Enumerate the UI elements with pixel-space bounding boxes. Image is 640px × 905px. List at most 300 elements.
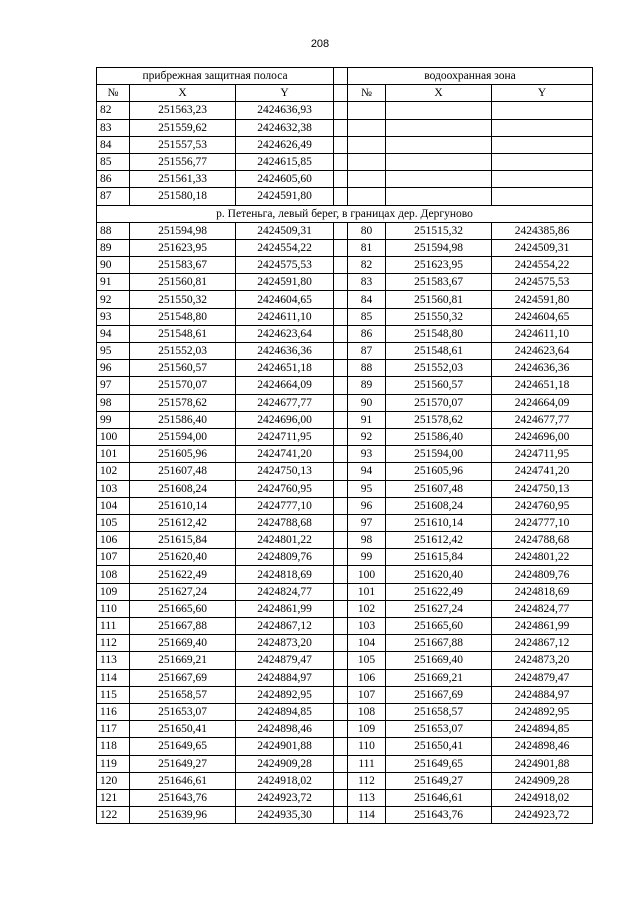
column-gap [334,789,348,806]
x-coordinate-wpz: 251622,49 [386,583,492,600]
table-row [97,652,593,669]
x-coordinate: 251612,42 [130,514,236,531]
point-number-wpz: 105 [348,652,386,669]
y-coordinate-wpz: 2424898,46 [492,738,593,755]
point-number: 85 [97,153,130,170]
y-coordinate: 2424909,28 [236,755,334,772]
x-coordinate: 251658,57 [130,686,236,703]
empty-cell [492,119,593,136]
table-row [97,360,593,377]
point-number: 121 [97,789,130,806]
point-number-wpz: 101 [348,583,386,600]
y-coordinate-wpz: 2424867,12 [492,635,593,652]
y-coordinate: 2424760,95 [236,480,334,497]
point-number-wpz: 106 [348,669,386,686]
point-number-wpz: 107 [348,686,386,703]
table-row [97,239,593,256]
y-coordinate: 2424651,18 [236,360,334,377]
table-row [97,738,593,755]
table-row [97,343,593,360]
point-number: 88 [97,222,130,239]
point-number-wpz: 112 [348,772,386,789]
header-x-left: X [130,85,236,102]
point-number: 104 [97,497,130,514]
column-gap [334,514,348,531]
x-coordinate: 251605,96 [130,446,236,463]
x-coordinate: 251594,98 [130,222,236,239]
y-coordinate: 2424892,95 [236,686,334,703]
y-coordinate-wpz: 2424777,10 [492,514,593,531]
x-coordinate: 251610,14 [130,497,236,514]
point-number: 90 [97,257,130,274]
column-gap [334,274,348,291]
x-coordinate: 251607,48 [130,463,236,480]
y-coordinate: 2424824,77 [236,583,334,600]
column-gap [334,102,348,119]
x-coordinate-wpz: 251615,84 [386,549,492,566]
y-coordinate-wpz: 2424611,10 [492,325,593,342]
point-number-wpz: 96 [348,497,386,514]
x-coordinate-wpz: 251586,40 [386,428,492,445]
point-number-wpz: 85 [348,308,386,325]
x-coordinate-wpz: 251594,98 [386,239,492,256]
y-coordinate: 2424664,09 [236,377,334,394]
table-row [97,119,593,136]
column-gap [334,772,348,789]
y-coordinate: 2424632,38 [236,119,334,136]
y-coordinate: 2424626,49 [236,136,334,153]
point-number-wpz: 113 [348,789,386,806]
point-number: 91 [97,274,130,291]
y-coordinate: 2424615,85 [236,153,334,170]
x-coordinate-wpz: 251605,96 [386,463,492,480]
x-coordinate: 251586,40 [130,411,236,428]
x-coordinate: 251560,81 [130,274,236,291]
column-gap [334,618,348,635]
y-coordinate: 2424711,95 [236,428,334,445]
point-number-wpz: 97 [348,514,386,531]
y-coordinate: 2424509,31 [236,222,334,239]
x-coordinate-wpz: 251578,62 [386,411,492,428]
x-coordinate: 251653,07 [130,703,236,720]
empty-cell [492,102,593,119]
point-number-wpz: 100 [348,566,386,583]
table-row [97,583,593,600]
point-number-wpz: 81 [348,239,386,256]
table-row [97,772,593,789]
y-coordinate-wpz: 2424604,65 [492,308,593,325]
y-coordinate-wpz: 2424591,80 [492,291,593,308]
point-number-wpz: 80 [348,222,386,239]
y-coordinate-wpz: 2424809,76 [492,566,593,583]
y-coordinate: 2424604,65 [236,291,334,308]
point-number-wpz: 82 [348,257,386,274]
y-coordinate-wpz: 2424623,64 [492,343,593,360]
x-coordinate-wpz: 251548,80 [386,325,492,342]
x-coordinate: 251669,40 [130,635,236,652]
y-coordinate: 2424741,20 [236,446,334,463]
x-coordinate: 251578,62 [130,394,236,411]
point-number: 86 [97,171,130,188]
column-gap [334,85,348,102]
y-coordinate: 2424677,77 [236,394,334,411]
x-coordinate-wpz: 251667,88 [386,635,492,652]
x-coordinate: 251650,41 [130,721,236,738]
point-number: 119 [97,755,130,772]
table-row [97,222,593,239]
y-coordinate: 2424801,22 [236,532,334,549]
y-coordinate: 2424636,36 [236,343,334,360]
x-coordinate: 251669,21 [130,652,236,669]
x-coordinate-wpz: 251643,76 [386,807,492,824]
empty-cell [386,171,492,188]
column-gap [334,291,348,308]
point-number: 111 [97,618,130,635]
column-gap [334,222,348,239]
table-row [97,703,593,720]
x-coordinate-wpz: 251548,61 [386,343,492,360]
column-gap [334,532,348,549]
y-coordinate-wpz: 2424801,22 [492,549,593,566]
y-coordinate-wpz: 2424923,72 [492,807,593,824]
y-coordinate-wpz: 2424636,36 [492,360,593,377]
y-coordinate-wpz: 2424901,88 [492,755,593,772]
point-number: 115 [97,686,130,703]
top-rows-body [97,102,593,205]
table-row [97,325,593,342]
x-coordinate: 251548,61 [130,325,236,342]
point-number-wpz: 90 [348,394,386,411]
empty-cell [492,171,593,188]
page-number: 208 [310,38,330,50]
x-coordinate-wpz: 251669,21 [386,669,492,686]
point-number-wpz: 91 [348,411,386,428]
table-row [97,635,593,652]
point-number: 89 [97,239,130,256]
x-coordinate-wpz: 251620,40 [386,566,492,583]
y-coordinate: 2424788,68 [236,514,334,531]
y-coordinate-wpz: 2424509,31 [492,239,593,256]
point-number: 106 [97,532,130,549]
x-coordinate: 251622,49 [130,566,236,583]
y-coordinate-wpz: 2424696,00 [492,428,593,445]
table-row [97,480,593,497]
point-number-wpz: 94 [348,463,386,480]
x-coordinate: 251639,96 [130,807,236,824]
point-number: 95 [97,343,130,360]
column-gap [334,119,348,136]
column-gap [334,583,348,600]
point-number: 112 [97,635,130,652]
column-gap [334,171,348,188]
table-row [97,669,593,686]
empty-cell [348,102,386,119]
point-number: 109 [97,583,130,600]
x-coordinate: 251665,60 [130,600,236,617]
point-number: 87 [97,188,130,205]
y-coordinate: 2424605,60 [236,171,334,188]
table-row [97,807,593,824]
x-coordinate: 251550,32 [130,291,236,308]
table-row [97,274,593,291]
x-coordinate: 251643,76 [130,789,236,806]
table-row [97,618,593,635]
x-coordinate-wpz: 251623,95 [386,257,492,274]
table-row [97,153,593,170]
empty-cell [492,153,593,170]
column-gap [334,446,348,463]
column-gap [334,257,348,274]
table-row [97,428,593,445]
y-coordinate: 2424861,99 [236,600,334,617]
y-coordinate-wpz: 2424741,20 [492,463,593,480]
point-number: 83 [97,119,130,136]
x-coordinate: 251649,65 [130,738,236,755]
empty-cell [348,119,386,136]
point-number-wpz: 114 [348,807,386,824]
point-number-wpz: 108 [348,703,386,720]
y-coordinate: 2424777,10 [236,497,334,514]
column-gap [334,480,348,497]
point-number: 107 [97,549,130,566]
x-coordinate: 251608,24 [130,480,236,497]
y-coordinate: 2424809,76 [236,549,334,566]
x-coordinate-wpz: 251515,32 [386,222,492,239]
x-coordinate-wpz: 251669,40 [386,652,492,669]
y-coordinate: 2424935,30 [236,807,334,824]
table-row [97,308,593,325]
empty-cell [348,188,386,205]
y-coordinate: 2424554,22 [236,239,334,256]
empty-cell [386,102,492,119]
y-coordinate-wpz: 2424884,97 [492,686,593,703]
column-gap [334,377,348,394]
column-gap [334,394,348,411]
column-gap [334,755,348,772]
empty-cell [386,153,492,170]
y-coordinate: 2424918,02 [236,772,334,789]
column-gap [334,343,348,360]
x-coordinate-wpz: 251607,48 [386,480,492,497]
y-coordinate-wpz: 2424651,18 [492,377,593,394]
x-coordinate: 251594,00 [130,428,236,445]
x-coordinate-wpz: 251612,42 [386,532,492,549]
empty-cell [386,136,492,153]
y-coordinate-wpz: 2424575,53 [492,274,593,291]
table-row [97,686,593,703]
x-coordinate-wpz: 251550,32 [386,308,492,325]
x-coordinate: 251649,27 [130,755,236,772]
x-coordinate: 251646,61 [130,772,236,789]
point-number-wpz: 87 [348,343,386,360]
point-number: 84 [97,136,130,153]
x-coordinate-wpz: 251653,07 [386,721,492,738]
y-coordinate: 2424591,80 [236,274,334,291]
x-coordinate: 251583,67 [130,257,236,274]
column-gap [334,325,348,342]
y-coordinate-wpz: 2424861,99 [492,618,593,635]
point-number-wpz: 93 [348,446,386,463]
table-row [97,789,593,806]
point-number: 118 [97,738,130,755]
x-coordinate: 251557,53 [130,136,236,153]
y-coordinate: 2424898,46 [236,721,334,738]
x-coordinate-wpz: 251649,27 [386,772,492,789]
table-row [97,136,593,153]
point-number-wpz: 84 [348,291,386,308]
y-coordinate-wpz: 2424760,95 [492,497,593,514]
point-number-wpz: 103 [348,618,386,635]
point-number: 82 [97,102,130,119]
table-header [97,68,593,102]
point-number: 113 [97,652,130,669]
point-number-wpz: 99 [348,549,386,566]
coordinates-table [96,67,593,824]
x-coordinate: 251570,07 [130,377,236,394]
point-number-wpz: 109 [348,721,386,738]
x-coordinate: 251667,88 [130,618,236,635]
column-gap [334,153,348,170]
point-number: 122 [97,807,130,824]
point-number-wpz: 110 [348,738,386,755]
column-gap [334,600,348,617]
table-row [97,394,593,411]
x-coordinate-wpz: 251610,14 [386,514,492,531]
header-y-right: Y [492,85,593,102]
column-gap [334,411,348,428]
y-coordinate-wpz: 2424824,77 [492,600,593,617]
table-row [97,257,593,274]
y-coordinate-wpz: 2424554,22 [492,257,593,274]
x-coordinate-wpz: 251608,24 [386,497,492,514]
x-coordinate: 251563,23 [130,102,236,119]
y-coordinate-wpz: 2424918,02 [492,789,593,806]
x-coordinate: 251548,80 [130,308,236,325]
y-coordinate: 2424923,72 [236,789,334,806]
point-number-wpz: 83 [348,274,386,291]
y-coordinate-wpz: 2424664,09 [492,394,593,411]
x-coordinate: 251627,24 [130,583,236,600]
table-row [97,514,593,531]
point-number: 103 [97,480,130,497]
y-coordinate-wpz: 2424677,77 [492,411,593,428]
point-number: 94 [97,325,130,342]
y-coordinate-wpz: 2424818,69 [492,583,593,600]
y-coordinate: 2424623,64 [236,325,334,342]
x-coordinate: 251561,33 [130,171,236,188]
point-number-wpz: 88 [348,360,386,377]
column-header-row [97,85,593,102]
column-gap [334,463,348,480]
table-row [97,566,593,583]
y-coordinate: 2424894,85 [236,703,334,720]
point-number-wpz: 104 [348,635,386,652]
point-number: 97 [97,377,130,394]
x-coordinate: 251559,62 [130,119,236,136]
x-coordinate-wpz: 251649,65 [386,755,492,772]
empty-cell [348,171,386,188]
y-coordinate: 2424901,88 [236,738,334,755]
empty-cell [348,136,386,153]
x-coordinate-wpz: 251665,60 [386,618,492,635]
y-coordinate-wpz: 2424892,95 [492,703,593,720]
table-row [97,463,593,480]
column-gap [334,669,348,686]
y-coordinate: 2424696,00 [236,411,334,428]
table-row [97,446,593,463]
header-coastal-protective-strip: прибрежная защитная полоса [97,68,334,85]
y-coordinate-wpz: 2424873,20 [492,652,593,669]
column-gap [334,652,348,669]
column-gap [334,738,348,755]
header-y-left: Y [236,85,334,102]
column-gap [334,428,348,445]
group-header-row [97,68,593,85]
empty-cell [348,153,386,170]
y-coordinate-wpz: 2424894,85 [492,721,593,738]
empty-cell [386,188,492,205]
x-coordinate: 251620,40 [130,549,236,566]
x-coordinate: 251580,18 [130,188,236,205]
table-row [97,721,593,738]
table-row [97,171,593,188]
table-row [97,600,593,617]
empty-cell [492,136,593,153]
point-number-wpz: 89 [348,377,386,394]
point-number-wpz: 102 [348,600,386,617]
x-coordinate: 251560,57 [130,360,236,377]
y-coordinate: 2424575,53 [236,257,334,274]
point-number: 101 [97,446,130,463]
point-number: 92 [97,291,130,308]
x-coordinate: 251552,03 [130,343,236,360]
header-num-left: № [97,85,130,102]
point-number-wpz: 98 [348,532,386,549]
y-coordinate: 2424591,80 [236,188,334,205]
header-x-right: X [386,85,492,102]
x-coordinate-wpz: 251627,24 [386,600,492,617]
point-number: 105 [97,514,130,531]
y-coordinate-wpz: 2424909,28 [492,772,593,789]
table-row [97,377,593,394]
point-number: 114 [97,669,130,686]
point-number: 116 [97,703,130,720]
y-coordinate: 2424611,10 [236,308,334,325]
y-coordinate: 2424636,93 [236,102,334,119]
column-gap [334,188,348,205]
y-coordinate: 2424879,47 [236,652,334,669]
x-coordinate-wpz: 251583,67 [386,274,492,291]
column-gap [334,68,348,85]
x-coordinate: 251623,95 [130,239,236,256]
table-row [97,497,593,514]
column-gap [334,239,348,256]
point-number-wpz: 86 [348,325,386,342]
table-row [97,549,593,566]
empty-cell [386,119,492,136]
y-coordinate-wpz: 2424750,13 [492,480,593,497]
point-number: 110 [97,600,130,617]
point-number: 96 [97,360,130,377]
x-coordinate: 251667,69 [130,669,236,686]
header-num-right: № [348,85,386,102]
point-number: 93 [97,308,130,325]
point-number: 100 [97,428,130,445]
column-gap [334,686,348,703]
table-row [97,532,593,549]
column-gap [334,136,348,153]
y-coordinate: 2424818,69 [236,566,334,583]
